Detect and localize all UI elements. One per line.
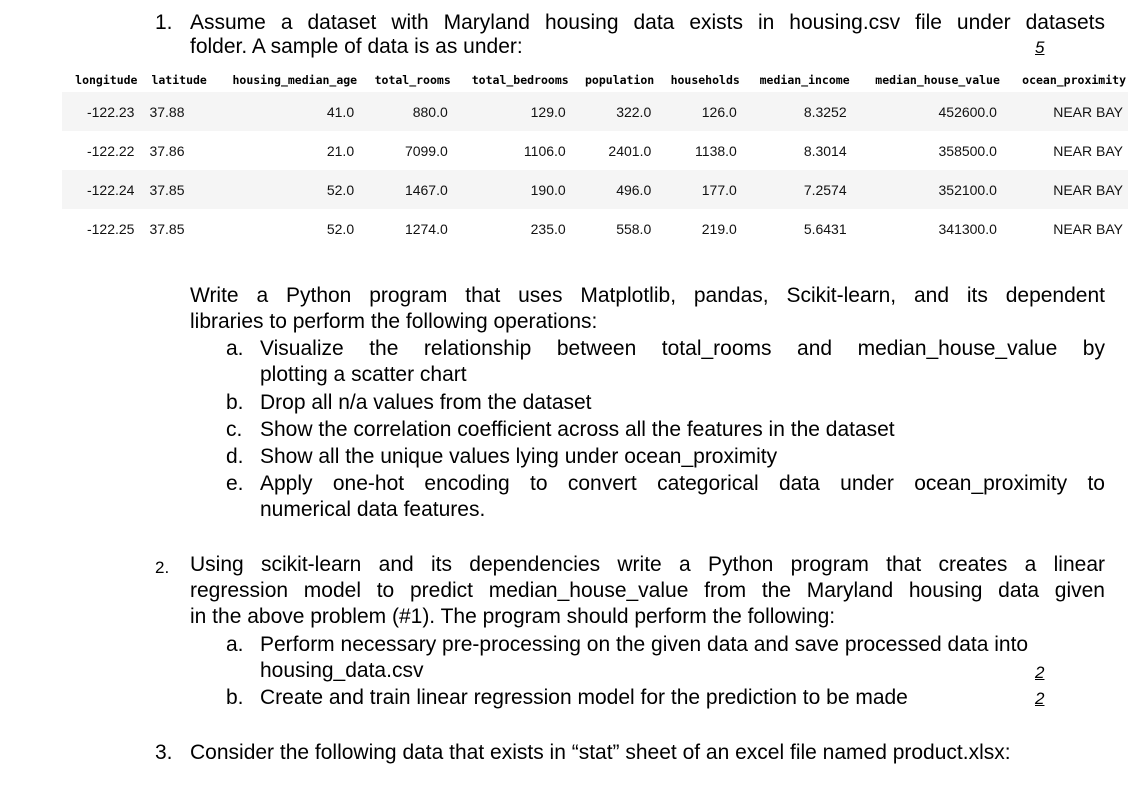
table-cell-total-bedrooms: 1106.0 [523, 142, 566, 159]
table-cell-housing-median-age: 52.0 [326, 220, 355, 237]
table-row [62, 92, 1128, 131]
q1-item-b-text: Drop all n/a values from the dataset [260, 391, 592, 414]
q1-item-c-letter: c. [226, 418, 243, 441]
q1-item-c-text: Show the correlation coefficient across all the features in the dataset [260, 418, 895, 441]
table-cell-median-income: 8.3252 [742, 92, 852, 131]
column-header-longitude: longitude [75, 73, 138, 87]
q2-item-a-letter: a. [226, 633, 244, 656]
table-cell-households: 219.0 [701, 220, 737, 237]
column-header-households: households [670, 73, 740, 87]
column-header-housing-median-age: housing_median_age [232, 73, 358, 87]
q1-text-line-2: folder. A sample of data is as under: [190, 35, 523, 58]
table-cell-households: 126.0 [656, 92, 742, 131]
table-cell-ocean-proximity: NEAR BAY [1002, 92, 1128, 131]
table-cell-ocean-proximity: NEAR BAY [1053, 142, 1123, 159]
q2-text-line-3: in the above problem (#1). The program should perform the following: [190, 605, 836, 628]
q1-item-a-letter: a. [226, 337, 244, 360]
table-cell-latitude: 37.85 [139, 170, 208, 209]
q1-marks: 5 [1035, 38, 1045, 57]
table-cell-total-bedrooms: 235.0 [530, 220, 566, 237]
q3-text-line-1: Consider the following data that exists in “stat” sheet of an excel file named product.xlsx: [190, 741, 1011, 764]
table-cell-median-house-value: 452600.0 [852, 92, 1002, 131]
q2-item-a-line-1: Perform necessary pre-processing on the given data and save processed data into [260, 633, 1029, 656]
column-header-median-income: median_income [759, 73, 850, 87]
q1-item-d-letter: d. [226, 445, 244, 468]
table-cell-total-rooms: 1467.0 [359, 170, 453, 209]
table-cell-ocean-proximity: NEAR BAY [1002, 170, 1128, 209]
q1-item-a-line-2: plotting a scatter chart [260, 363, 467, 386]
table-cell-total-bedrooms: 129.0 [453, 92, 571, 131]
table-cell-population: 558.0 [616, 220, 652, 237]
table-cell-median-house-value: 358500.0 [938, 142, 997, 159]
q2-item-b-text: Create and train linear regression model for the prediction to be made [260, 686, 908, 709]
table-cell-total-rooms: 880.0 [359, 92, 453, 131]
table-cell-latitude: 37.86 [149, 142, 185, 159]
table-cell-population: 2401.0 [608, 142, 652, 159]
q2-item-a-marks: 2 [1035, 663, 1045, 682]
table-cell-longitude: -122.22 [86, 142, 135, 159]
q1-item-e-letter: e. [226, 472, 244, 495]
table-cell-longitude: -122.24 [62, 170, 139, 209]
table-row [62, 209, 1128, 248]
table-cell-longitude: -122.23 [62, 92, 139, 131]
q1-item-a-line-1: Visualize the relationship between total_rooms and median_house_value by [260, 337, 1105, 360]
table-cell-median-income: 8.3014 [803, 142, 847, 159]
table-cell-median-house-value: 341300.0 [938, 220, 997, 237]
table-cell-population: 496.0 [571, 170, 657, 209]
table-header-row [62, 68, 1128, 92]
table-cell-housing-median-age: 41.0 [209, 92, 359, 131]
table-cell-latitude: 37.85 [149, 220, 185, 237]
q1-intro-line-1: Write a Python program that uses Matplotlib, pandas, Scikit-learn, and its dependent [190, 284, 1105, 307]
housing-sample-table [62, 68, 1128, 248]
table-cell-households: 1138.0 [695, 142, 737, 159]
table-cell-median-house-value: 352100.0 [852, 170, 1002, 209]
table-cell-population: 322.0 [571, 92, 657, 131]
column-header-latitude: latitude [151, 73, 207, 87]
q2-item-b-marks: 2 [1035, 689, 1045, 708]
table-cell-housing-median-age: 21.0 [326, 142, 355, 159]
table-cell-longitude: -122.25 [86, 220, 135, 237]
q2-item-b-letter: b. [226, 686, 244, 709]
column-header-ocean-proximity: ocean_proximity [1022, 73, 1126, 87]
table-cell-median-income: 7.2574 [742, 170, 852, 209]
q1-item-e-line-1: Apply one-hot encoding to convert categorical data under ocean_proximity to [260, 472, 1105, 495]
table-row [62, 170, 1128, 209]
q1-item-d-text: Show all the unique values lying under ocean_proximity [260, 445, 778, 468]
column-header-population: population [585, 73, 655, 87]
q1-item-e-line-2: numerical data features. [260, 498, 486, 521]
table-cell-housing-median-age: 52.0 [209, 170, 359, 209]
table-row [62, 131, 1128, 170]
q1-text-line-1: Assume a dataset with Maryland housing data exists in housing.csv file under datasets [190, 11, 1105, 34]
q2-text-line-2: regression model to predict median_house_value from the Maryland housing data given [190, 579, 1105, 602]
table-cell-total-rooms: 1274.0 [404, 220, 448, 237]
q1-number: 1. [155, 11, 173, 34]
table-cell-latitude: 37.88 [139, 92, 208, 131]
table-cell-median-income: 5.6431 [803, 220, 847, 237]
table-cell-households: 177.0 [656, 170, 742, 209]
q2-text-line-1: Using scikit-learn and its dependencies write a Python program that creates a linear [190, 553, 1105, 576]
table-cell-total-rooms: 7099.0 [404, 142, 448, 159]
q2-item-a-line-2: housing_data.csv [260, 659, 424, 682]
column-header-total-bedrooms: total_bedrooms [471, 73, 569, 87]
column-header-total-rooms: total_rooms [374, 73, 451, 87]
table-cell-total-bedrooms: 190.0 [453, 170, 571, 209]
column-header-median-house-value: median_house_value [875, 73, 1000, 87]
q3-number: 3. [155, 741, 173, 764]
q1-intro-line-2: libraries to perform the following operations: [190, 310, 598, 333]
table-cell-ocean-proximity: NEAR BAY [1053, 220, 1123, 237]
q1-item-b-letter: b. [226, 391, 244, 414]
q2-number: 2. [155, 558, 170, 577]
